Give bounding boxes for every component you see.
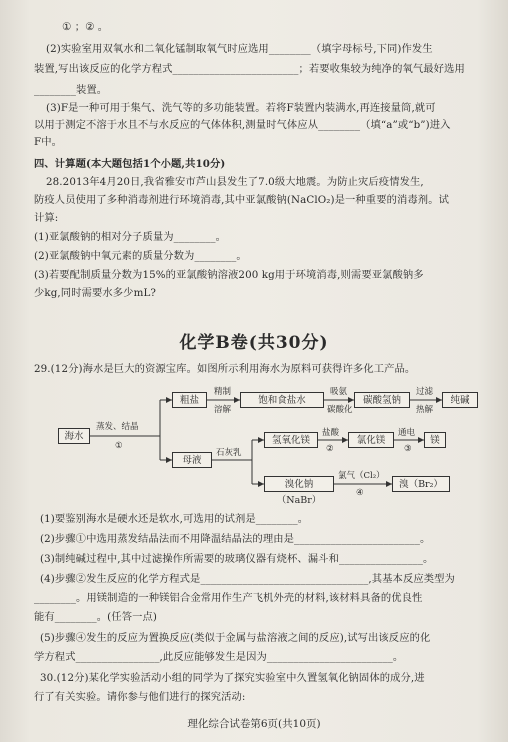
label-pyrolysis: 热解 (416, 405, 434, 415)
q29-sub-5-line-2: 学方程式________________,此反应能够发生是因为________________________。 (34, 651, 404, 663)
node-magnesium-chloride: 氯化镁 (348, 432, 394, 448)
q-2-line-1: (2)实验室用双氧水和二氧化锰制取氧气时应选用________（填字母标号,下同)作发生 (46, 43, 433, 55)
node-crude-salt: 粗盐 (172, 392, 207, 408)
q28-line-1: 28.2013年4月20日,我省雅安市芦山县发生了7.0级大地震。为防止灾后疫情发生, (46, 176, 424, 188)
q28-sub-2: (2)亚氯酸钠中氧元素的质量分数为________。 (34, 250, 247, 262)
node-sodium-bicarbonate: 碳酸氢钠 (354, 392, 410, 408)
q30-line-2: 行了有关实验。请你参与他们进行的探究活动: (34, 691, 246, 703)
q29-intro: 29.(12分)海水是巨大的资源宝库。如图所示利用海水为原料可获得许多化工产品。 (34, 363, 416, 375)
node-saturated-brine: 饱和食盐水 (240, 392, 324, 408)
q28-line-2: 防疫人员使用了多种消毒剂进行环境消毒,其中亚氯酸钠(NaClO₂)是一种重要的消毒剂。试 (34, 194, 449, 206)
node-sodium-bromide: 溴化钠（NaBr） (264, 476, 334, 492)
q28-sub-3-line-1: (3)若要配制质量分数为15%的亚氯酸钠溶液200 kg用于环境消毒,则需要亚氯酸钠多 (34, 269, 424, 281)
label-evaporate-crystallize: 蒸发、结晶 (96, 422, 139, 432)
q29-sub-4-line-2: ________。用镁制造的一种镁铝合金常用作生产飞机外壳的材料,该材料具备的优良性 (34, 592, 423, 604)
q-3-line-3: F中。 (34, 136, 63, 148)
q30-line-1: 30.(12分)某化学实验活动小组的同学为了探究实验室中久置氢氧化钠固体的成分,进 (40, 672, 425, 684)
q29-sub-4-line-1: (4)步骤②发生反应的化学方程式是________________________________,其基本反应类型为 (40, 573, 455, 585)
blank-line-1: ① ；② 。 (62, 21, 109, 33)
label-step-1: ① (115, 441, 123, 451)
q-3-line-1: (3)F是一种可用于集气、洗气等的多功能装置。若将F装置内装满水,再连接量筒,就可 (46, 102, 436, 114)
label-refine: 精制 (214, 387, 232, 397)
q29-sub-4-line-3: 能有________。(任答一点) (34, 611, 157, 623)
label-carbonate: 碳酸化 (327, 405, 353, 415)
node-magnesium-hydroxide: 氢氧化镁 (264, 432, 318, 448)
label-step-4: ④ (356, 488, 364, 498)
label-dissolve: 溶解 (214, 405, 232, 415)
q28-line-3: 计算: (34, 212, 59, 224)
q-2-line-3: ________装置。 (34, 84, 108, 96)
q29-sub-1: (1)要鉴别海水是硬水还是软水,可选用的试剂是________。 (40, 513, 309, 525)
q29-sub-5-line-1: (5)步骤④发生的反应为置换反应(类似于金属与盐溶液之间的反应),试写出该反应的化 (40, 632, 431, 644)
node-soda-ash: 纯碱 (442, 392, 478, 408)
q-3-line-2: 以用于测定不溶于水且不与水反应的气体体积,测量时气体应从________（填“a”或“b”)进入 (34, 119, 451, 131)
label-chlorine: 氯气（Cl₂） (338, 471, 385, 481)
label-step-2: ② (326, 444, 334, 454)
label-lime-milk: 石灰乳 (216, 448, 242, 458)
part-b-title: 化学B卷(共30分) (179, 333, 329, 353)
label-step-3: ③ (404, 444, 412, 454)
q-2-line-2: 装置,写出该反应的化学方程式________________________；若要收集较为纯净的氧气最好选用 (34, 63, 465, 75)
q28-sub-1: (1)亚氯酸钠的相对分子质量为________。 (34, 231, 227, 243)
q28-sub-3-line-2: 少kg,同时需要水多少mL? (34, 287, 157, 299)
node-mother-liquor: 母液 (172, 452, 212, 468)
page-footer: 理化综合试卷第6页(共10页) (187, 718, 321, 730)
node-seawater: 海水 (58, 428, 90, 444)
q29-sub-2: (2)步骤①中选用蒸发结晶法而不用降温结晶法的理由是________________________。 (40, 533, 431, 545)
label-absorb-ammonia: 吸氨 (330, 387, 348, 397)
q29-sub-3: (3)制纯碱过程中,其中过滤操作所需要的玻璃仪器有烧杯、漏斗和________________。 (40, 553, 434, 565)
label-electrify: 通电 (398, 428, 416, 438)
label-filter: 过滤 (416, 387, 434, 397)
node-bromine: 溴（Br₂） (392, 476, 450, 492)
section-4-heading: 四、计算题(本大题包括1个小题,共10分) (34, 158, 226, 170)
node-magnesium: 镁 (424, 432, 446, 448)
label-hydrochloric-acid: 盐酸 (322, 428, 340, 438)
